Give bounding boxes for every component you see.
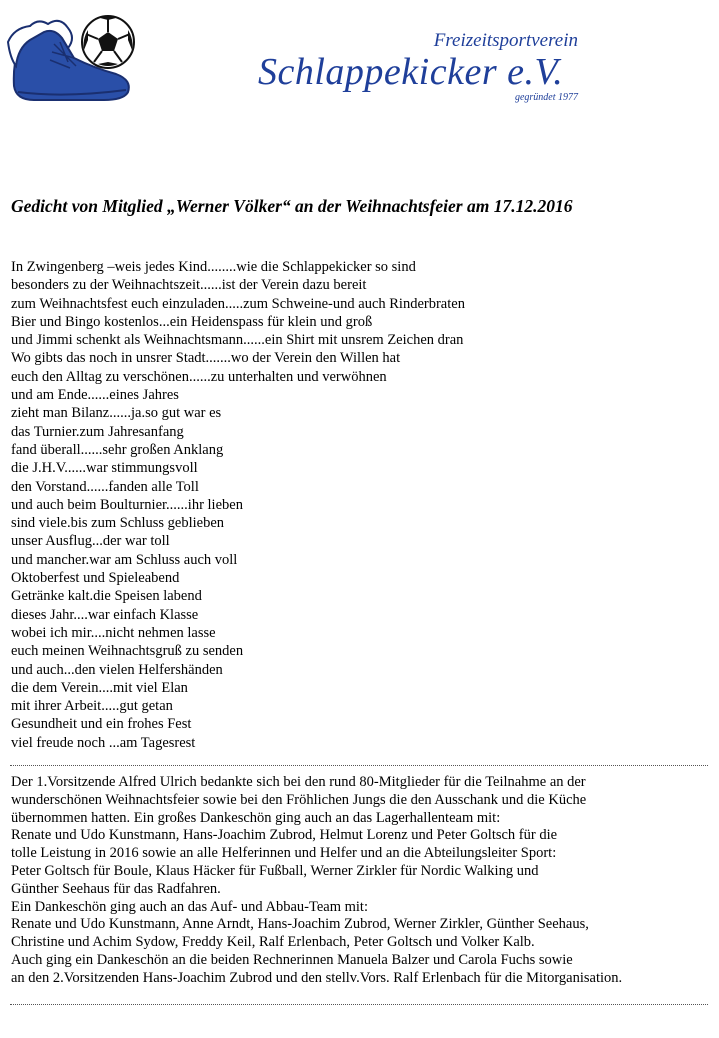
- report-line: tolle Leistung in 2016 sowie an alle Helferinnen und Helfer und an die Abteilungsleiter Sport:: [11, 845, 557, 862]
- poem-line: zieht man Bilanz......ja.so gut war es: [11, 405, 222, 422]
- poem-line: euch den Alltag zu verschönen......zu unterhalten und verwöhnen: [11, 368, 387, 385]
- poem-line: und mancher.war am Schluss auch voll: [11, 551, 238, 568]
- report-line: Peter Goltsch für Boule, Klaus Häcker für Fußball, Werner Zirkler für Nordic Walking und: [11, 862, 539, 879]
- report-line: Renate und Udo Kunstmann, Anne Arndt, Hans-Joachim Zubrod, Werner Zirkler, Günther Seehaus,: [11, 916, 589, 933]
- poem-line: Oktoberfest und Spieleabend: [11, 570, 180, 587]
- poem-line: euch meinen Weihnachtsgruß zu senden: [11, 643, 244, 660]
- report-line: Renate und Udo Kunstmann, Hans-Joachim Zubrod, Helmut Lorenz und Peter Goltsch für die: [11, 827, 558, 844]
- report-line: Christine und Achim Sydow, Freddy Keil, Ralf Erlenbach, Peter Goltsch und Volker Kalb.: [11, 934, 535, 951]
- document-title: Gedicht von Mitglied „Werner Völker“ an der Weihnachtsfeier am 17.12.2016: [11, 196, 573, 216]
- report-line: an den 2.Vorsitzenden Hans-Joachim Zubrod und den stellv.Vors. Ralf Erlenbach für die Mitorganisation.: [11, 969, 623, 986]
- poem-line: mit ihrer Arbeit.....gut getan: [11, 698, 173, 715]
- poem-line: Getränke kalt.die Speisen labend: [11, 588, 202, 605]
- poem-line: und auch beim Boulturnier......ihr lieben: [11, 496, 243, 513]
- poem-line: den Vorstand......fanden alle Toll: [11, 478, 199, 495]
- report-line: Ein Dankeschön ging auch an das Auf- und Abbau-Team mit:: [11, 898, 368, 915]
- poem-line: die J.H.V......war stimmungsvoll: [11, 460, 198, 477]
- poem-line: und auch...den vielen Helfershänden: [11, 661, 223, 678]
- football-boot-ball-logo-icon: [4, 8, 136, 104]
- poem-line: das Turnier.zum Jahresanfang: [11, 423, 184, 440]
- report-line: übernommen hatten. Ein großes Dankeschön ging auch an das Lagerhallenteam mit:: [11, 809, 501, 826]
- dotted-divider: [10, 1004, 708, 1005]
- poem-line: und Jimmi schenkt als Weihnachtsmann......ein Shirt mit unsrem Zeichen dran: [11, 332, 464, 349]
- report-line: Günther Seehaus für das Radfahren.: [11, 880, 221, 897]
- poem-line: dieses Jahr....war einfach Klasse: [11, 606, 199, 623]
- poem-line: sind viele.bis zum Schluss geblieben: [11, 515, 225, 532]
- report-paragraph: [11, 774, 622, 988]
- club-logo: [4, 8, 136, 104]
- organization-type: Freizeitsportverein: [433, 30, 578, 51]
- report-line: wunderschönen Weihnachtsfeier sowie bei den Fröhlichen Jungs die den Ausschank und die Küche: [11, 791, 587, 808]
- dotted-divider: [10, 765, 708, 766]
- poem-line: die dem Verein....mit viel Elan: [11, 679, 188, 696]
- organization-name: Schlappekicker e.V.: [258, 51, 564, 93]
- poem-line: fand überall......sehr großen Anklang: [11, 441, 224, 458]
- poem-line: viel freude noch ...am Tagesrest: [11, 734, 196, 751]
- report-line: Der 1.Vorsitzende Alfred Ulrich bedankte sich bei den rund 80-Mitglieder für die Teilnahme an der: [11, 774, 586, 790]
- poem-line: Bier und Bingo kostenlos...ein Heidenspass für klein und groß: [11, 313, 373, 330]
- poem-line: und am Ende......eines Jahres: [11, 387, 179, 404]
- poem: [11, 258, 465, 752]
- poem-line: unser Ausflug...der war toll: [11, 533, 170, 550]
- poem-line: zum Weihnachtsfest euch einzuladen.....zum Schweine-und auch Rinderbraten: [11, 295, 465, 312]
- poem-line: Wo gibts das noch in unsrer Stadt.......wo der Verein den Willen hat: [11, 350, 401, 367]
- poem-line: besonders zu der Weihnachtszeit......ist der Verein dazu bereit: [11, 277, 367, 294]
- report-line: Auch ging ein Dankeschön an die beiden Rechnerinnen Manuela Balzer und Carola Fuchs sowie: [11, 951, 573, 968]
- poem-line: In Zwingenberg –weis jedes Kind........wie die Schlappekicker so sind: [11, 259, 416, 275]
- poem-line: wobei ich mir....nicht nehmen lasse: [11, 624, 216, 641]
- poem-line: Gesundheit und ein frohes Fest: [11, 716, 192, 733]
- founding-year: gegründet 1977: [514, 92, 578, 103]
